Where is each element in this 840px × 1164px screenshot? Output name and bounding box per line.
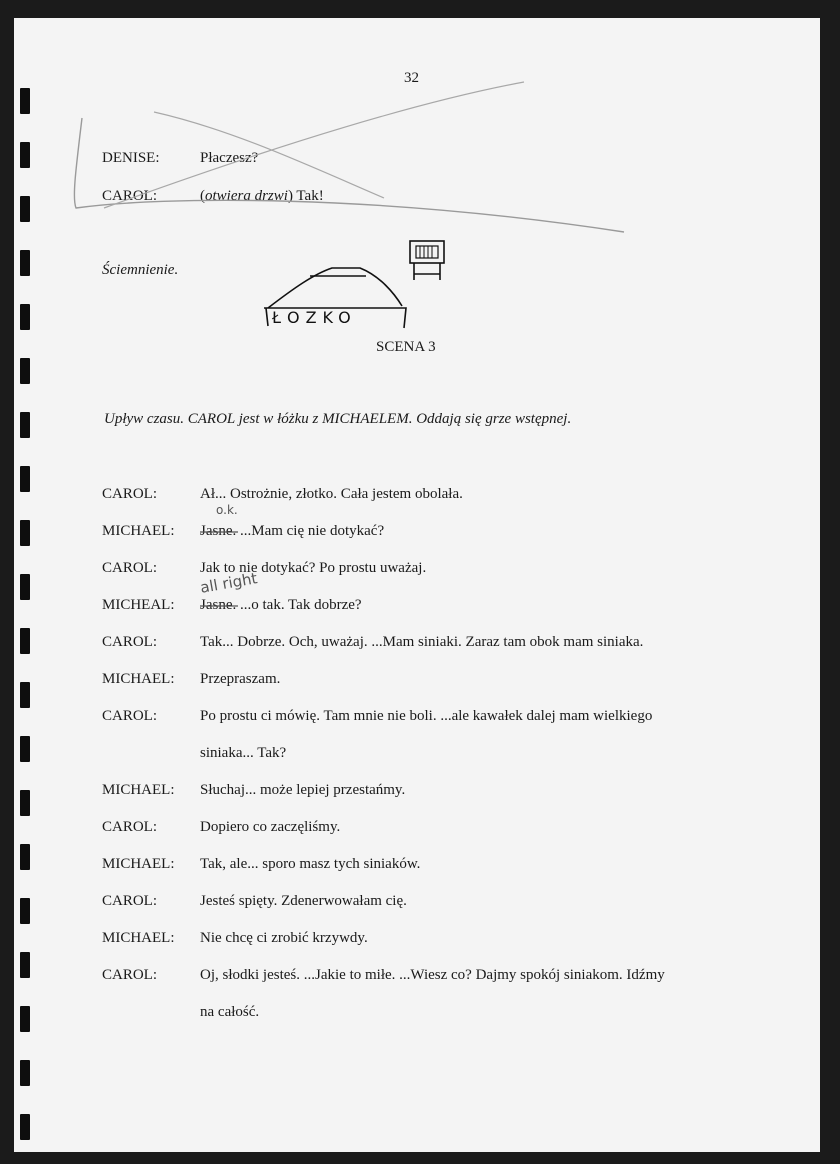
speaker: CAROL: xyxy=(102,560,158,576)
dialogue-line: Tak, ale... sporo masz tych siniaków. xyxy=(200,856,421,872)
speaker-carol: CAROL: xyxy=(102,188,158,204)
dialogue-line: Jasne. ...Mam cię nie dotykać? xyxy=(200,523,385,539)
speaker: CAROL: xyxy=(102,634,158,650)
dialogue-line: Przepraszam. xyxy=(200,671,281,687)
dialogue-line: Słuchaj... może lepiej przestańmy. xyxy=(200,782,406,798)
dialogue-line: Po prostu ci mówię. Tam mnie nie boli. ...ale kawałek dalej mam wielkiego xyxy=(200,708,653,724)
speaker: CAROL: xyxy=(102,486,158,502)
dialogue-continuation: na całość. xyxy=(200,1004,260,1020)
handwritten-note-ok: o.k. xyxy=(216,503,238,517)
scene-title: SCENA 3 xyxy=(376,339,436,355)
handwritten-note-all-right: all right xyxy=(198,569,259,597)
dialogue-line: Jasne. ...o tak. Tak dobrze? xyxy=(200,597,362,613)
stage-fade: Ściemnienie. xyxy=(102,262,179,278)
stage-direction-inline: otwiera drzwi xyxy=(205,188,288,204)
scene-direction: Upływ czasu. CAROL jest w łóżku z MICHAELEM. Oddają się grze wstępnej. xyxy=(104,411,572,427)
speaker: MICHAEL: xyxy=(102,671,175,687)
dialogue-line: Tak... Dobrze. Och, uważaj. ...Mam siniaki. Zaraz tam obok mam siniaka. xyxy=(200,634,644,650)
speaker: CAROL: xyxy=(102,967,158,983)
speaker: MICHAEL: xyxy=(102,782,175,798)
speaker: CAROL: xyxy=(102,708,158,724)
speaker-denise: DENISE: xyxy=(102,150,160,166)
speaker: MICHAEL: xyxy=(102,930,175,946)
speaker: CAROL: xyxy=(102,819,158,835)
speaker: MICHEAL: xyxy=(102,597,175,613)
page-number: 32 xyxy=(404,70,419,86)
sketch-label: ŁOZKO xyxy=(272,308,357,327)
line-carol-text: Tak! xyxy=(296,188,324,204)
dialogue-line: Oj, słodki jesteś. ...Jakie to miłe. ...Wiesz co? Dajmy spokój siniakom. Idźmy xyxy=(200,967,665,983)
dialogue-line: Dopiero co zaczęliśmy. xyxy=(200,819,341,835)
dialogue-line: Nie chcę ci zrobić krzywdy. xyxy=(200,930,368,946)
dialogue-line: Ał... Ostrożnie, złotko. Cała jestem obolała. xyxy=(200,486,463,502)
script-page xyxy=(14,18,820,1152)
dialogue-continuation: siniaka... Tak? xyxy=(200,745,287,761)
speaker: CAROL: xyxy=(102,893,158,909)
line-denise: Płaczesz? xyxy=(200,150,259,166)
dialogue-line: Jesteś spięty. Zdenerwowałam cię. xyxy=(200,893,407,909)
speaker: MICHAEL: xyxy=(102,523,175,539)
speaker: MICHAEL: xyxy=(102,856,175,872)
dialogue-line: Jak to nie dotykać? Po prostu uważaj. xyxy=(200,560,427,576)
line-carol: (otwiera drzwi) Tak! xyxy=(200,188,324,204)
